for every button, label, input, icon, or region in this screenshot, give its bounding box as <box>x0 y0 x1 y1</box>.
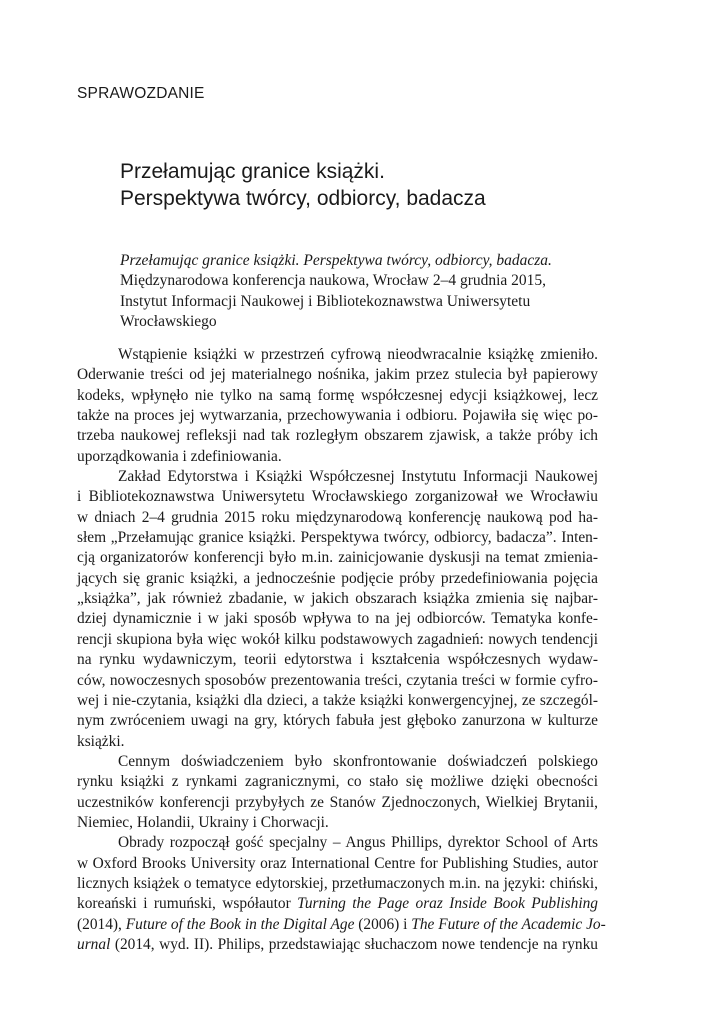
paragraph-3 <box>77 752 598 833</box>
article-title <box>120 158 640 212</box>
conference-info-line: Międzynarodowa konferencja naukowa, Wrocław 2–4 grudnia 2015, <box>120 272 547 290</box>
book-title: The Future of the Academic Jo- <box>411 915 606 933</box>
text-line: słem „Przełamując granice książki. Perspektywa twórcy, odbiorcy, badacza”. Inten- <box>77 529 598 547</box>
text-line: i Bibliotekoznawstwa Uniwersytetu Wrocławskiego zorganizował we Wrocławiu <box>77 488 598 506</box>
text-line <box>77 935 598 955</box>
text-line: trzeba naukowej refleksji nad tak rozległym obszarem zjawisk, a także próby ich <box>77 427 598 445</box>
conference-info-line: Instytut Informacji Naukowej i Bibliotekoznawstwa Uniwersytetu <box>120 292 531 310</box>
text-line: uporządkowania i zdefiniowania. <box>77 447 282 465</box>
text-run: (2006) i <box>354 915 412 933</box>
text-line: cją organizatorów konferencji było m.in. zainicjowanie dyskusji na temat zmienia- <box>77 549 598 567</box>
text-line: Zakład Edytorstwa i Książki Współczesnej Instytutu Informacji Naukowej <box>118 468 598 486</box>
text-line: wej i nie-czytania, książki dla dzieci, a także książki konwergencyjnej, ze szczegól- <box>77 691 598 709</box>
text-line: „książka”, jak również zbadanie, w jakich obszarach książka zmienia się najbar- <box>77 590 598 608</box>
text-line <box>77 894 598 914</box>
text-line: w dniach 2–4 grudnia 2015 roku międzynarodową konferencję naukową pod ha- <box>77 508 598 526</box>
text-line: Obrady rozpoczął gość specjalny – Angus Phillips, dyrektor School of Arts <box>118 834 598 852</box>
book-title: urnal <box>77 935 111 953</box>
text-line: na rynku wydawniczym, teorii edytorstwa i kształcenia współczesnych wydaw- <box>77 651 598 669</box>
text-run: koreański i rumuński, współautor <box>77 895 298 913</box>
text-line: także na proces jej wytwarzania, przechowywania i odbioru. Pojawiła się więc po- <box>77 407 598 425</box>
paragraph-4 <box>77 833 606 955</box>
article-title-line-2: Perspektywa twórcy, odbiorcy, badacza <box>120 187 486 210</box>
reviewed-work-title: Przełamując granice książki. Perspektywa twórcy, odbiorcy, badacza. <box>120 252 552 269</box>
conference-info-line: Wrocławskiego <box>120 313 217 331</box>
text-line: ców, nowoczesnych sposobów prezentowania treści, czytania treści w formie cyfro- <box>77 671 598 689</box>
text-run: (2014, wyd. II). Philips, przedstawiając słuchaczom nowe tendencje na rynku <box>110 935 598 953</box>
text-run: (2014), <box>77 915 126 933</box>
text-line: dziej dynamicznie i w jaki sposób wpływa to na jej odbiorców. Tematyka konfe- <box>77 610 598 628</box>
text-line: licznych książek o tematyce edytorskiej, przetłumaczonych m.in. na języki: chiński, <box>77 874 598 892</box>
article-body <box>77 345 606 955</box>
text-line: Niemiec, Holandii, Ukrainy i Chorwacji. <box>77 813 329 831</box>
article-title-line-1: Przełamując granice książki. <box>120 160 385 183</box>
review-header <box>120 251 600 333</box>
text-line: kodeks, wpłynęło nie tylko na samą formę współczesnej edycji książkowej, lecz <box>77 386 598 404</box>
book-title: Turning the Page oraz Inside Book Publishing <box>297 895 598 913</box>
text-line: jących się granic książki, a jednocześnie podjęcie próby przedefiniowania pojęcia <box>77 569 598 587</box>
text-line: Cennym doświadczeniem było skonfrontowanie doświadczeń polskiego <box>118 752 598 770</box>
text-line: nym zwróceniem uwagi na gry, których fabuła jest głęboko zanurzona w kulturze <box>77 712 598 730</box>
text-line: rencji skupiona była więc wokół kilku podstawowych zagadnień: nowych tendencji <box>77 630 598 648</box>
text-line: Wstąpienie książki w przestrzeń cyfrową nieodwracalnie książkę zmieniło. <box>118 346 598 363</box>
section-label: SPRAWOZDANIE <box>77 85 205 102</box>
paragraph-2 <box>77 467 598 752</box>
text-line: książki. <box>77 732 125 750</box>
text-line: Oderwanie treści od jej materialnego nośnika, jakim przez stulecia był papierowy <box>77 366 598 384</box>
text-line: w Oxford Brooks University oraz International Centre for Publishing Studies, autor <box>77 854 598 872</box>
text-line <box>77 915 606 935</box>
text-line: uczestników konferencji przybyłych ze Stanów Zjednoczonych, Wielkiej Brytanii, <box>77 793 598 811</box>
paragraph-1 <box>77 345 598 467</box>
book-title: Future of the Book in the Digital Age <box>125 915 355 933</box>
text-line: rynku książki z rynkami zagranicznymi, co stało się możliwe dzięki obecności <box>77 773 598 791</box>
